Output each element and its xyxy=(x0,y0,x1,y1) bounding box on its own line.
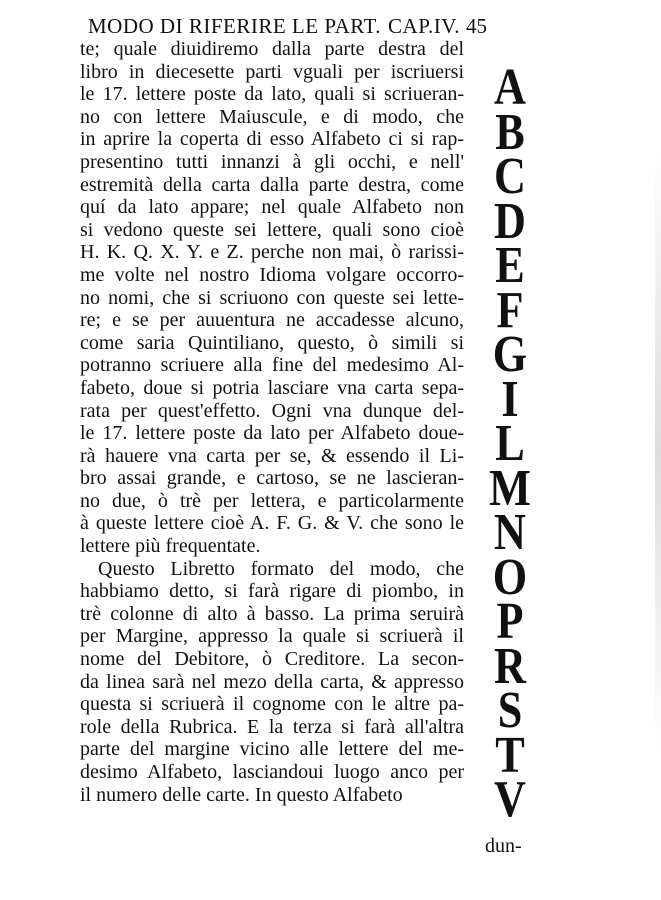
text-line: me volte nel nostro Idioma volgare occorro- xyxy=(80,263,464,286)
text-line: bro assai grande, e cartoso, se ne lascieran- xyxy=(80,467,464,490)
text-line: per Margine, appresso la quale si scriuerà il xyxy=(80,625,464,648)
body-text xyxy=(80,38,464,806)
alphabet-letter: T xyxy=(495,726,525,784)
catchword: dun- xyxy=(485,835,522,857)
text-line: quí da lato appare; nel quale Alfabeto non xyxy=(80,196,464,219)
text-line: rà hauere vna carta per se, & essendo il Li- xyxy=(80,444,464,467)
alphabet-letter: I xyxy=(501,370,519,428)
text-line: lettere più frequentate. xyxy=(80,535,261,558)
text-line: da linea sarà nel mezo della carta, & appresso xyxy=(80,670,464,693)
text-line: role della Rubrica. E la terza si farà all'altra xyxy=(80,715,464,738)
text-line: no con lettere Maiuscule, e di modo, che xyxy=(80,105,464,128)
alphabet-letter: C xyxy=(494,148,526,205)
text-line: H. K. Q. X. Y. e Z. perche non mai, ò rarissi- xyxy=(80,241,464,264)
alphabet-letter: F xyxy=(496,281,524,339)
alphabet-letter: O xyxy=(492,548,528,606)
text-line: nome del Debitore, ò Creditore. La secon- xyxy=(80,648,464,671)
header-title: MODO DI RIFERIRE LE PART. xyxy=(88,14,382,38)
alphabet-index xyxy=(470,59,550,828)
text-line: questa si scriuerà il cognome con le altre pa- xyxy=(80,693,464,716)
text-line: habbiamo detto, si farà rigare di piombo, in xyxy=(80,580,464,603)
text-line: le 17. lettere poste da lato, quali si scriueran- xyxy=(80,83,464,106)
text-line: estremità della carta dalla parte destra, come xyxy=(80,173,464,196)
page-number: 45 xyxy=(466,14,487,38)
text-line: parte del margine vicino alle lettere del me- xyxy=(80,738,464,761)
text-line: presentino tutti innanzi à gli occhi, e nell' xyxy=(80,150,464,173)
text-line: no due, ò trè per lettera, e particolarmente xyxy=(80,489,464,512)
alphabet-letter: D xyxy=(494,192,526,250)
text-line: trè colonne di alto à basso. La prima seruirà xyxy=(80,602,464,625)
text-line: Questo Libretto formato del modo, che xyxy=(98,557,464,580)
text-line: fabeto, doue si potria lasciare vna carta sepa- xyxy=(80,376,464,399)
text-line: desimo Alfabeto, lasciandoui luogo anco per xyxy=(80,761,464,783)
running-header xyxy=(88,14,460,39)
alphabet-letter: R xyxy=(494,637,526,695)
alphabet-letter: B xyxy=(495,103,525,161)
alphabet-letter: M xyxy=(489,459,531,517)
text-line: potranno scriuere alla fine del medesimo Al- xyxy=(80,354,464,377)
text-line: come saria Quintiliano, questo, ò simili si xyxy=(80,331,464,354)
text-line: no nomi, che si scriuono con queste sei lette- xyxy=(80,286,464,309)
alphabet-letter: G xyxy=(492,326,528,383)
alphabet-letter: E xyxy=(495,237,525,294)
text-line: re; e se per auuentura ne accadesse alcuno, xyxy=(80,309,464,332)
alphabet-letter: V xyxy=(494,771,526,828)
text-line: à queste lettere cioè A. F. G. & V. che sono le xyxy=(80,512,464,535)
alphabet-letter: N xyxy=(494,504,526,561)
alphabet-letter: A xyxy=(494,59,526,116)
text-line: si vedono queste sei lettere, quali sono cioè xyxy=(80,218,464,241)
alphabet-letter: L xyxy=(495,415,525,472)
alphabet-letter: S xyxy=(497,682,523,739)
text-line: te; quale diuidiremo dalla parte destra del xyxy=(80,38,464,60)
text-line: libro in diecesette parti vguali per iscriuersi xyxy=(80,60,464,83)
text-line: rata per quest'effetto. Ogni vna dunque del- xyxy=(80,399,464,422)
text-line: in aprire la coperta di esso Alfabeto ci si rap- xyxy=(80,128,464,151)
text-line: il numero delle carte. In questo Alfabeto xyxy=(80,783,403,806)
header-chapter: CAP.IV. xyxy=(388,14,460,38)
alphabet-letter: P xyxy=(496,593,524,650)
text-line: le 17. lettere poste da lato per Alfabeto doue- xyxy=(80,422,464,445)
page-edge xyxy=(655,150,661,750)
